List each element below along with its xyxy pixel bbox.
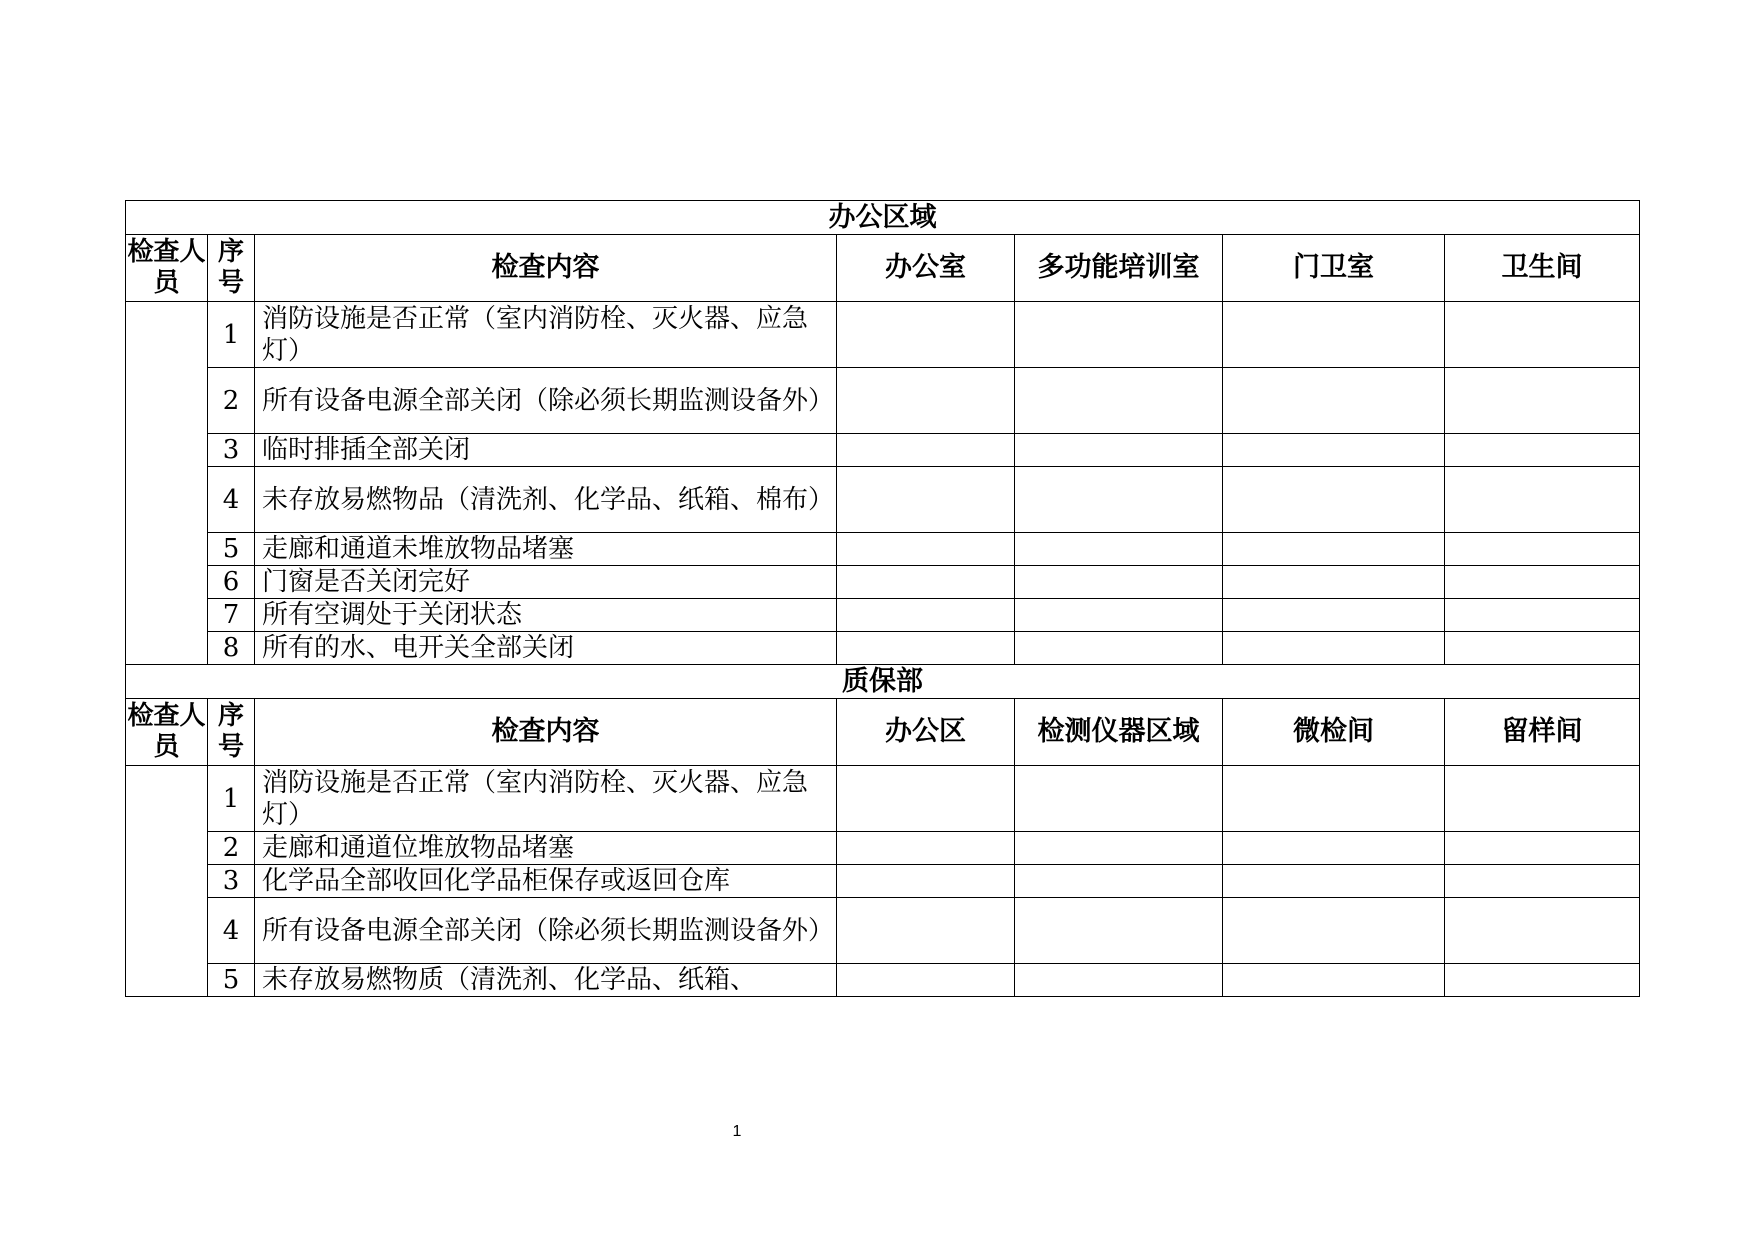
check-cell[interactable] <box>1223 434 1445 467</box>
content-header: 检查内容 <box>255 699 837 766</box>
item-content: 消防设施是否正常（室内消防栓、灭火器、应急灯） <box>255 302 837 368</box>
check-cell[interactable] <box>1223 302 1445 368</box>
check-cell[interactable] <box>837 434 1015 467</box>
check-cell[interactable] <box>1223 599 1445 632</box>
check-cell[interactable] <box>837 467 1015 533</box>
table-row <box>126 566 1640 599</box>
check-cell[interactable] <box>837 865 1015 898</box>
table-row <box>126 964 1640 997</box>
table-row <box>126 599 1640 632</box>
inspector-cell[interactable] <box>126 766 208 997</box>
item-content: 门窗是否关闭完好 <box>255 566 837 599</box>
table-header-row <box>126 235 1640 302</box>
item-number: 5 <box>208 533 255 566</box>
check-cell[interactable] <box>1445 964 1640 997</box>
area-header: 办公室 <box>837 235 1015 302</box>
check-cell[interactable] <box>1223 964 1445 997</box>
item-content: 未存放易燃物质（清洗剂、化学品、纸箱、 <box>255 964 837 997</box>
table-row <box>126 533 1640 566</box>
check-cell[interactable] <box>1223 832 1445 865</box>
check-cell[interactable] <box>1445 467 1640 533</box>
item-number: 4 <box>208 467 255 533</box>
item-content: 走廊和通道位堆放物品堵塞 <box>255 832 837 865</box>
check-cell[interactable] <box>837 898 1015 964</box>
check-cell[interactable] <box>1015 434 1223 467</box>
item-number: 4 <box>208 898 255 964</box>
item-number: 7 <box>208 599 255 632</box>
table-row <box>126 766 1640 832</box>
check-cell[interactable] <box>1445 533 1640 566</box>
check-cell[interactable] <box>1015 533 1223 566</box>
area-header: 微检间 <box>1223 699 1445 766</box>
table-row <box>126 632 1640 665</box>
item-number: 6 <box>208 566 255 599</box>
item-number: 5 <box>208 964 255 997</box>
check-cell[interactable] <box>1223 533 1445 566</box>
table-row <box>126 832 1640 865</box>
item-number: 3 <box>208 865 255 898</box>
check-cell[interactable] <box>837 832 1015 865</box>
check-cell[interactable] <box>837 566 1015 599</box>
check-cell[interactable] <box>1223 898 1445 964</box>
check-cell[interactable] <box>1015 467 1223 533</box>
check-cell[interactable] <box>1223 865 1445 898</box>
table-row <box>126 434 1640 467</box>
inspector-header: 检查人员 <box>126 699 208 766</box>
content-header: 检查内容 <box>255 235 837 302</box>
section-title: 办公区域 <box>126 201 1640 235</box>
check-cell[interactable] <box>1445 766 1640 832</box>
inspection-checklist-page <box>125 200 1639 997</box>
check-cell[interactable] <box>1445 368 1640 434</box>
check-cell[interactable] <box>1223 467 1445 533</box>
check-cell[interactable] <box>837 632 1015 665</box>
check-cell[interactable] <box>837 599 1015 632</box>
check-cell[interactable] <box>837 368 1015 434</box>
table-row <box>126 898 1640 964</box>
item-content: 消防设施是否正常（室内消防栓、灭火器、应急灯） <box>255 766 837 832</box>
check-cell[interactable] <box>1015 865 1223 898</box>
table-row <box>126 865 1640 898</box>
item-number: 1 <box>208 766 255 832</box>
check-cell[interactable] <box>1015 832 1223 865</box>
inspection-checklist-table <box>125 200 1640 997</box>
check-cell[interactable] <box>1445 632 1640 665</box>
inspector-cell[interactable] <box>126 302 208 665</box>
item-content: 所有空调处于关闭状态 <box>255 599 837 632</box>
check-cell[interactable] <box>837 964 1015 997</box>
item-content: 化学品全部收回化学品柜保存或返回仓库 <box>255 865 837 898</box>
check-cell[interactable] <box>1445 434 1640 467</box>
check-cell[interactable] <box>837 766 1015 832</box>
check-cell[interactable] <box>1445 566 1640 599</box>
check-cell[interactable] <box>1223 368 1445 434</box>
section-title-row <box>126 665 1640 699</box>
page-number: 1 <box>732 1123 742 1140</box>
area-header: 检测仪器区域 <box>1015 699 1223 766</box>
check-cell[interactable] <box>837 302 1015 368</box>
area-header: 留样间 <box>1445 699 1640 766</box>
check-cell[interactable] <box>1223 766 1445 832</box>
item-content: 所有设备电源全部关闭（除必须长期监测设备外） <box>255 368 837 434</box>
area-header: 门卫室 <box>1223 235 1445 302</box>
check-cell[interactable] <box>1015 566 1223 599</box>
inspector-header: 检查人员 <box>126 235 208 302</box>
seq-header: 序号 <box>208 235 255 302</box>
item-number: 2 <box>208 368 255 434</box>
check-cell[interactable] <box>1015 599 1223 632</box>
check-cell[interactable] <box>1445 302 1640 368</box>
check-cell[interactable] <box>1445 832 1640 865</box>
check-cell[interactable] <box>1015 898 1223 964</box>
check-cell[interactable] <box>1015 632 1223 665</box>
check-cell[interactable] <box>837 533 1015 566</box>
item-content: 所有设备电源全部关闭（除必须长期监测设备外） <box>255 898 837 964</box>
item-content: 所有的水、电开关全部关闭 <box>255 632 837 665</box>
check-cell[interactable] <box>1223 566 1445 599</box>
table-header-row <box>126 699 1640 766</box>
table-row <box>126 368 1640 434</box>
table-row <box>126 467 1640 533</box>
item-number: 8 <box>208 632 255 665</box>
section-title-row <box>126 201 1640 235</box>
section-title: 质保部 <box>126 665 1640 699</box>
check-cell[interactable] <box>1445 898 1640 964</box>
check-cell[interactable] <box>1223 632 1445 665</box>
item-number: 1 <box>208 302 255 368</box>
area-header: 卫生间 <box>1445 235 1640 302</box>
seq-header: 序号 <box>208 699 255 766</box>
item-content: 未存放易燃物品（清洗剂、化学品、纸箱、棉布） <box>255 467 837 533</box>
check-cell[interactable] <box>1015 964 1223 997</box>
check-cell[interactable] <box>1015 368 1223 434</box>
check-cell[interactable] <box>1445 865 1640 898</box>
table-row <box>126 302 1640 368</box>
check-cell[interactable] <box>1015 302 1223 368</box>
area-header: 办公区 <box>837 699 1015 766</box>
check-cell[interactable] <box>1445 599 1640 632</box>
item-number: 3 <box>208 434 255 467</box>
item-content: 临时排插全部关闭 <box>255 434 837 467</box>
item-number: 2 <box>208 832 255 865</box>
check-cell[interactable] <box>1015 766 1223 832</box>
item-content: 走廊和通道未堆放物品堵塞 <box>255 533 837 566</box>
area-header: 多功能培训室 <box>1015 235 1223 302</box>
